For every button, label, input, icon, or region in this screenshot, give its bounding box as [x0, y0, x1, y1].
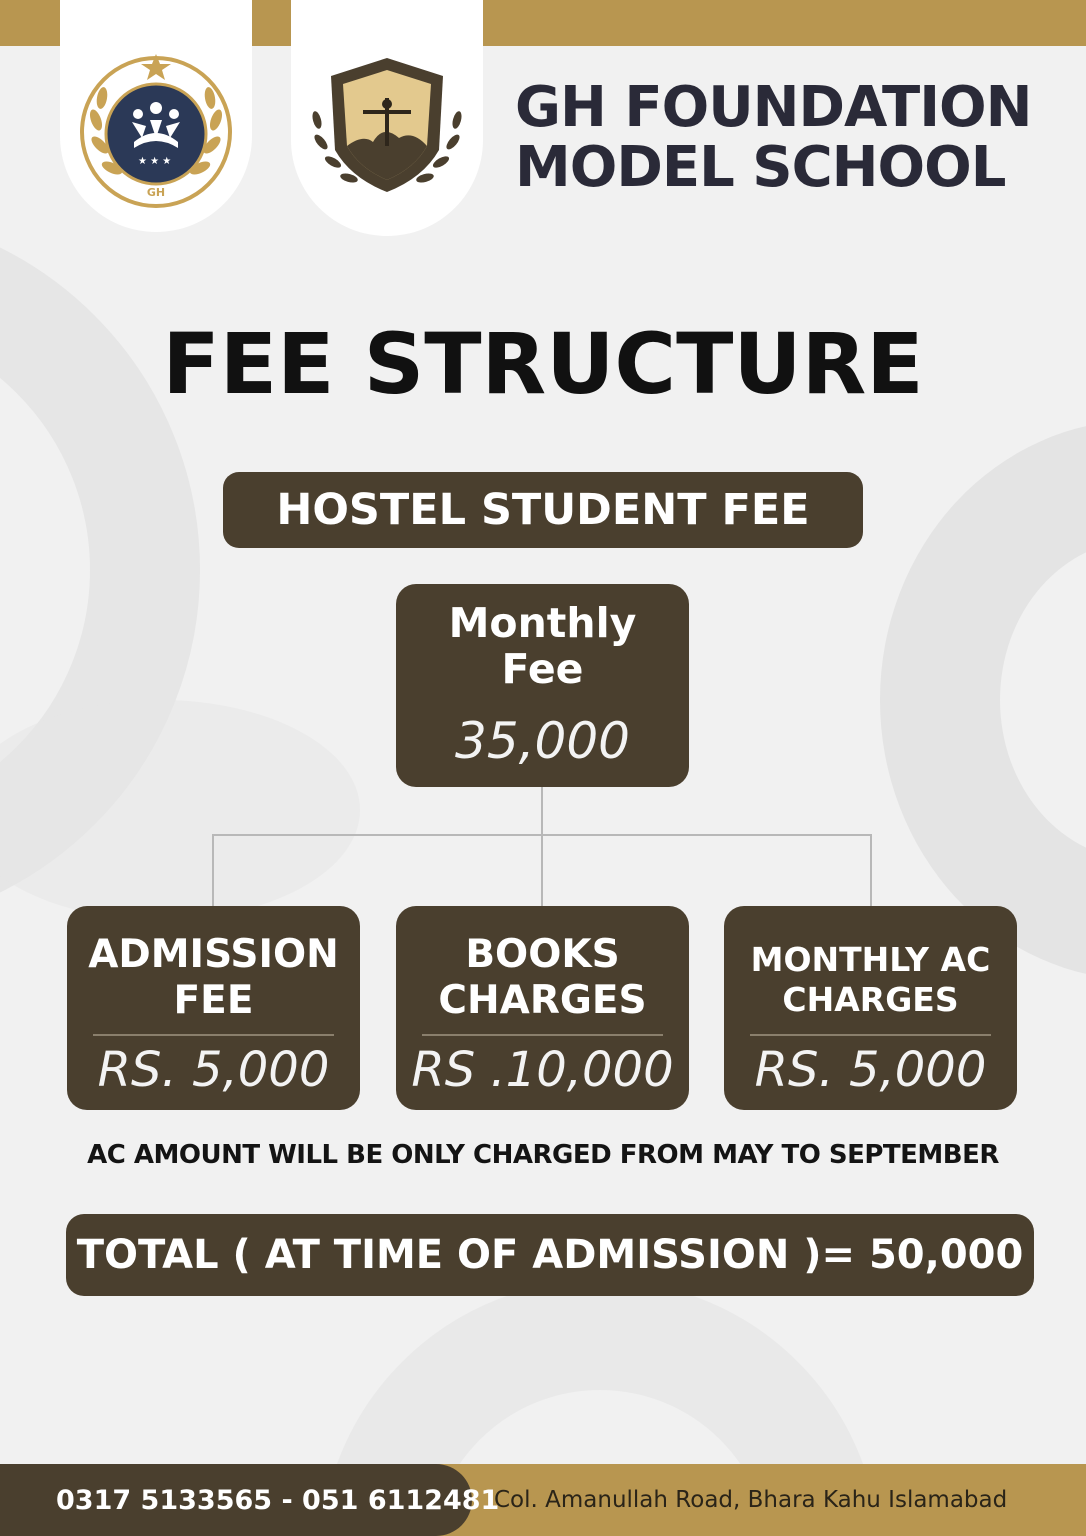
books-charges-label-line-1: BOOKS	[465, 932, 620, 977]
divider	[93, 1034, 334, 1036]
footer-contact	[0, 1464, 500, 1536]
admission-fee-label-line-2: FEE	[173, 978, 254, 1023]
books-charges-label	[396, 932, 689, 1024]
logo-tab-left	[60, 0, 252, 232]
logo-tab-right	[291, 0, 483, 236]
admission-fee-box	[67, 906, 360, 1110]
phone-numbers[interactable]: 0317 5133565 - 051 6112481	[56, 1484, 500, 1516]
admission-fee-label-line-1: ADMISSION	[88, 932, 339, 977]
total-admission-banner: TOTAL ( AT TIME OF ADMISSION )= 50,000	[66, 1214, 1034, 1296]
connector-line	[541, 787, 543, 907]
background-swirl	[0, 700, 360, 920]
monthly-ac-charges-label	[724, 940, 1017, 1020]
monthly-ac-charges-box	[724, 906, 1017, 1110]
shield-emblem-logo	[303, 54, 471, 204]
connector-line	[212, 834, 872, 836]
background-swirl	[880, 420, 1086, 980]
connector-line	[870, 834, 872, 907]
monthly-fee-label	[396, 600, 689, 692]
section-heading: HOSTEL STUDENT FEE	[223, 472, 863, 548]
monthly-fee-label-line-2: Fee	[501, 645, 584, 693]
gh-foundation-logo	[76, 50, 236, 210]
monthly-ac-charges-label-line-2: CHARGES	[782, 980, 959, 1019]
footer	[0, 1464, 1086, 1536]
school-name	[515, 75, 1055, 200]
svg-text:★ ★ ★: ★ ★ ★	[138, 156, 172, 167]
ac-charges-note: AC AMOUNT WILL BE ONLY CHARGED FROM MAY TO SEPTEMBER	[87, 1140, 999, 1170]
books-charges-label-line-2: CHARGES	[438, 978, 647, 1023]
svg-text:GH: GH	[146, 186, 166, 199]
admission-fee-amount: RS. 5,000	[97, 1042, 330, 1098]
admission-fee-label	[67, 932, 360, 1024]
monthly-ac-charges-amount: RS. 5,000	[754, 1042, 987, 1098]
books-charges-amount: RS .10,000	[411, 1042, 674, 1098]
monthly-fee-box	[396, 584, 689, 787]
monthly-fee-label-line-1: Monthly	[448, 599, 637, 647]
monthly-fee-amount: 35,000	[455, 712, 630, 770]
address: Col. Amanullah Road, Bhara Kahu Islamabad	[494, 1487, 1008, 1513]
books-charges-box	[396, 906, 689, 1110]
connector-line	[212, 834, 214, 907]
divider	[422, 1034, 663, 1036]
divider	[750, 1034, 991, 1036]
school-name-line-1: GH FOUNDATION	[515, 75, 1032, 140]
school-name-line-2: MODEL SCHOOL	[515, 135, 1006, 200]
monthly-ac-charges-label-line-1: MONTHLY AC	[750, 940, 991, 979]
page-title: FEE STRUCTURE	[162, 315, 924, 413]
